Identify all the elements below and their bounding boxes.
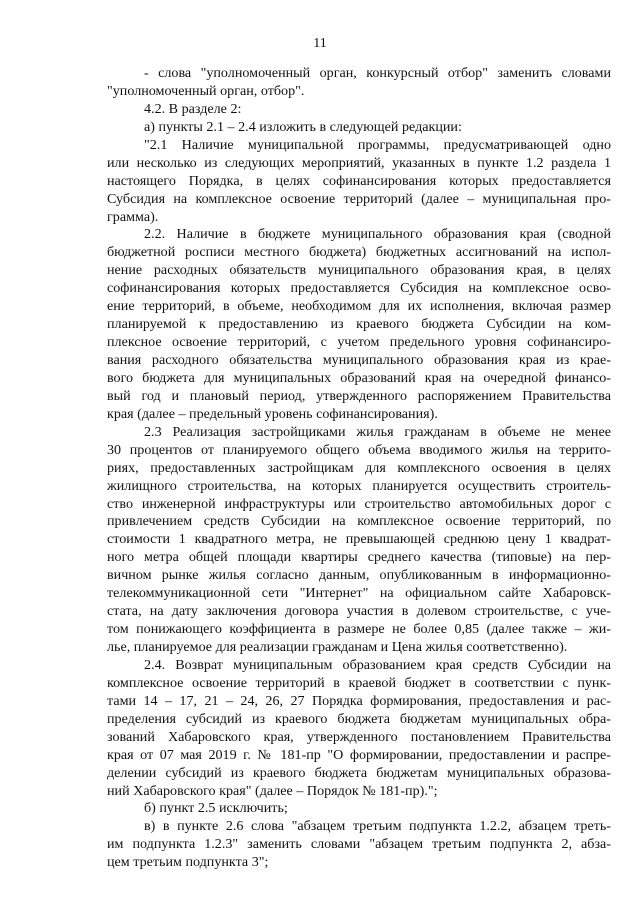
text-line: телекоммуникационной сети "Интернет" на официальном сайте Хабаровск- xyxy=(107,585,611,602)
text-line: тами 14 – 17, 21 – 24, 26, 27 Порядка формирования, предоставления и рас- xyxy=(107,692,611,709)
text-line: 30 процентов от планируемого общего объема вводимого жилья на террито- xyxy=(107,441,611,458)
text-line: "уполномоченный орган, отбор". xyxy=(107,82,305,99)
text-line: б) пункт 2.5 исключить; xyxy=(144,800,288,817)
text-line: ение территорий, в объеме, необходимом для их исполнения, включая размер xyxy=(107,298,611,315)
text-line: вания расходного обязательства муниципального образования края из крае- xyxy=(107,352,611,368)
text-line: 2.3 Реализация застройщиками жилья гражданам в объеме не менее xyxy=(144,423,611,440)
page-number: 11 xyxy=(313,36,327,51)
text-line: привлечением средств Субсидии на комплексное освоение территорий, по xyxy=(107,513,611,530)
text-line: 4.2. В разделе 2: xyxy=(144,100,242,117)
text-line: ний Хабаровского края" (далее – Порядок № 181-пр)."; xyxy=(107,782,438,799)
text-line: комплексное освоение территорий в краевой бюджет в соответствии с пунк- xyxy=(107,674,611,691)
text-line: им подпункта 1.2.3" заменить словами "абзацем третьим подпункта 2, абза- xyxy=(107,836,611,853)
text-line: вичном рынке жилья согласно данным, опубликованным в информационно- xyxy=(107,567,611,584)
text-line: бюджетной росписи местного бюджета) бюджетных ассигнований на испол- xyxy=(107,244,611,261)
text-line: делении субсидий из краевого бюджета бюджетам муниципальных образова- xyxy=(107,764,611,781)
text-line: лье, планируемое для реализации гражданам и Цена жилья соответственно). xyxy=(107,639,568,655)
text-line: том понижающего коэффициента в размере не более 0,85 (далее также – жи- xyxy=(107,621,611,638)
text-line: жилищного строительства, на которых планируется осуществить строитель- xyxy=(107,477,611,494)
text-line: вый год и плановый период, утвержденного распоряжением Правительства xyxy=(107,387,611,404)
text-line: 2.2. Наличие в бюджете муниципального образования края (сводной xyxy=(144,226,611,243)
text-line: или несколько из следующих мероприятий, указанных в пункте 1.2 раздела 1 xyxy=(107,154,611,171)
text-line: риях, предоставленных застройщикам для комплексного освоения в целях xyxy=(107,459,611,476)
text-line: грамма). xyxy=(107,208,159,225)
text-line: а) пункты 2.1 – 2.4 изложить в следующей редакции: xyxy=(144,118,462,135)
text-line: 2.4. Возврат муниципальным образованием края средств Субсидии на xyxy=(144,656,611,673)
text-line: стата, на дату заключения договора участия в долевом строительстве, с уче- xyxy=(107,603,611,620)
text-line: - слова "уполномоченный орган, конкурсный отбор" заменить словами xyxy=(144,65,611,81)
document-body xyxy=(107,65,611,872)
text-line: вого бюджета для муниципальных образований края на очередной финансо- xyxy=(107,369,611,386)
text-line: пределения субсидий из краевого бюджета бюджетам муниципальных обра- xyxy=(107,710,611,727)
text-line: софинансирования которых предоставляется Субсидия на комплексное осво- xyxy=(107,280,611,297)
text-line: ного метра общей площади квартиры среднего качества (типовые) на пер- xyxy=(107,549,611,566)
text-line: нение расходных обязательств муниципального образования края, в целях xyxy=(107,262,611,279)
text-line: "2.1 Наличие муниципальной программы, предусматривающей одно xyxy=(144,136,611,153)
text-line: в) в пункте 2.6 слова "абзацем третьим подпункта 1.2.2, абзацем треть- xyxy=(144,818,611,835)
text-line: цем третьим подпункта 3"; xyxy=(107,854,269,871)
text-line: края (далее – предельный уровень софинансирования). xyxy=(107,405,438,422)
text-line: Субсидия на комплексное освоение территорий (далее – муниципальная про- xyxy=(107,190,611,207)
text-line: планируемой к предоставлению из краевого бюджета Субсидии на ком- xyxy=(107,316,611,333)
text-line: края от 07 мая 2019 г. № 181-пр "О формировании, предоставлении и распре- xyxy=(107,746,611,763)
text-line: зований Хабаровского края, утвержденного постановлением Правительства xyxy=(107,728,611,745)
text-line: настоящего Порядка, в целях софинансирования которых предоставляется xyxy=(107,172,611,189)
text-line: стоимости 1 квадратного метра, не превышающей среднюю цену 1 квадрат- xyxy=(107,531,611,548)
text-line: плексное освоение территорий, с учетом предельного уровня софинансиро- xyxy=(107,334,611,351)
text-line: ство инженерной инфраструктуры или строительство автомобильных дорог с xyxy=(107,495,611,512)
